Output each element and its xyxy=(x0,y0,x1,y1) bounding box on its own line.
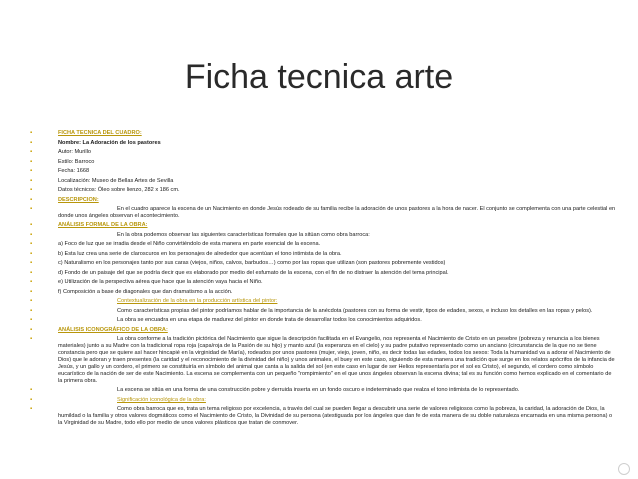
list-item xyxy=(30,222,616,229)
list-item xyxy=(30,149,616,156)
bullet-icon: ▪ xyxy=(30,231,33,238)
list-item xyxy=(30,397,616,404)
list-item xyxy=(30,232,616,239)
formal-point-f: f) Composición a base de diagonales que dan dramatismo a la acción. xyxy=(58,288,233,295)
list-item xyxy=(30,130,616,137)
work-author: Autor: Murillo xyxy=(58,149,91,155)
bullet-icon: ▪ xyxy=(30,307,33,314)
section-heading: FICHA TECNICA DEL CUADRO: xyxy=(58,130,142,136)
iconological-text: Como obra barroca que es, trata un tema religioso por excelencia, a través del cual se pueden llegar a descubrir una serie de valores religiosos como la pobreza, la caridad, la adoración de Dios, la humildad o la familia y otros valores dogmáticos como el Nacimiento de Cristo, la Divinidad de su persona (atestiguada por los ángeles que dan fe de esta manera de su doble naturaleza encarnada en una misma persona) o la Virginidad de su Madre, todo ello por medio de unos valores plásticos que tratan de conmover. xyxy=(58,406,613,427)
bullet-icon: ▪ xyxy=(30,149,33,155)
iconographic-text: La obra conforme a la tradición pictórica del Nacimiento que sigue la descripción facilitada en el Evangelio, nos representa el Nacimiento de Cristo en un pesebre (pobreza y renuncia a los bienes materiales) junto a su Madre con la tradicional ropa roja (capa/roja de la Pasión de su hijo) y manto azul (la esperanza en el cielo) y su padre putativo representado como un anciano (circunstancia de la que no se tiene constancia pero que se quiere así hacer hincapié en la virginidad de María), rodeados por unos pastores (mujer, viejo, joven, niño, es decir todas las edades, todos los sexos: Toda la humanidad va a adorar el Nacimiento de Dios) que le adoran y traen presentes (la caridad y el reconocimiento de la divinidad del niño) y unos animales, el buey en este caso, siguiendo de esta manera una tradición que surge en los relatos apócrifos de la infancia de Jesús, y un gallo y un cordero, el primero se constituiría en símbolo del animal que canta a la salida del sol (en este caso en lugar de ser Helios representaría por el sol es Cristo), el segundo, el cordero como símbolo eucarístico de la nación de ser de este Nacimiento. La escena se complementa con un pequeño "rompimiento" en el que unos ángeles observan la escena divina; tal es su función como hemos explicado en el comentario de la primera obra. xyxy=(58,336,615,384)
setting-text: La escena se sitúa en una forma de una construcción pobre y derruida inserta en un fondo oscuro e indeterminado que realza el tono intimista de lo representado. xyxy=(117,387,520,394)
list-item xyxy=(30,387,616,394)
slide-indicator-icon xyxy=(618,463,630,475)
context-text: Como características propias del pintor podríamos hablar de la importancia de la anécdota (pastores con su forma de vestir, tipos de edades, sexos, e incluso los detalles en las ropas y pelos). xyxy=(117,307,593,314)
bullet-icon: ▪ xyxy=(30,177,33,184)
formal-point-a: a) Foco de luz que se irradia desde el Niño convirtiéndolo de esta manera en parte esencial de la escena. xyxy=(58,241,321,248)
list-item xyxy=(30,260,616,267)
list-item xyxy=(30,406,616,427)
bullet-icon: ▪ xyxy=(30,206,33,212)
list-item xyxy=(30,178,616,185)
bullet-icon: ▪ xyxy=(30,396,33,403)
bullet-icon: ▪ xyxy=(30,139,33,146)
bullet-icon: ▪ xyxy=(30,279,33,286)
list-item xyxy=(30,159,616,166)
bullet-icon: ▪ xyxy=(30,298,33,305)
subsection-heading: Contextualización de la obra en la producción artística del pintor: xyxy=(117,298,278,305)
formal-point-c: c) Naturalismo en los personajes tanto por sus caras (viejos, niños, calvos, barbudos…) como por las ropas que utilizan (son pastores pobremente vestidos) xyxy=(58,260,446,267)
bullet-icon: ▪ xyxy=(30,317,33,324)
bullet-icon: ▪ xyxy=(30,269,33,276)
formal-point-d: d) Fondo de un paisaje del que se podría decir que es elaborado por medio del esfumato de la escena, con el fin de no distraer la atención del tema principal. xyxy=(58,269,449,276)
list-item xyxy=(30,327,616,334)
work-location: Localización: Museo de Bellas Artes de Sevilla xyxy=(58,177,174,184)
slide-content xyxy=(30,130,616,430)
bullet-icon: ▪ xyxy=(30,326,33,333)
bullet-icon: ▪ xyxy=(30,387,33,394)
work-date: Fecha: 1668 xyxy=(58,168,90,174)
formal-point-e: e) Utilización de la perspectiva aérea que hace que la atención vaya hacia el Niño. xyxy=(58,279,263,286)
list-item xyxy=(30,279,616,286)
formal-intro: En la obra podemos observar las siguientes características formales que la sitúan como obra barroca: xyxy=(117,231,370,238)
list-item xyxy=(30,317,616,324)
bullet-icon: ▪ xyxy=(30,288,33,295)
subsection-heading: Significación iconológica de la obra: xyxy=(117,396,206,403)
list-item xyxy=(30,251,616,258)
work-style: Estilo: Barroco xyxy=(58,158,95,165)
list-item xyxy=(30,298,616,305)
maturity-text: La obra se encuadra en una etapa de madurez del pintor en donde trata de desarrollar todos los conocimientos adquiridos. xyxy=(117,317,422,324)
list-item xyxy=(30,308,616,315)
bullet-icon: ▪ xyxy=(30,250,33,257)
section-heading: DESCRIPCION: xyxy=(58,196,99,203)
list-item xyxy=(30,168,616,175)
bullet-icon: ▪ xyxy=(30,130,33,136)
section-heading: ANÁLISIS ICONOGRÁFICO DE LA OBRA: xyxy=(58,326,168,333)
bullet-icon: ▪ xyxy=(30,187,33,193)
list-item xyxy=(30,241,616,248)
bullet-icon: ▪ xyxy=(30,406,33,413)
bullet-icon: ▪ xyxy=(30,196,33,203)
bullet-icon: ▪ xyxy=(30,158,33,165)
bullet-icon: ▪ xyxy=(30,241,33,248)
work-technical-data: Datos técnicos: Óleo sobre lienzo, 282 x 186 cm. xyxy=(58,187,180,193)
list-item xyxy=(30,270,616,277)
bullet-icon: ▪ xyxy=(30,222,33,229)
list-item xyxy=(30,197,616,204)
list-item xyxy=(30,187,616,194)
list-item xyxy=(30,336,616,384)
list-item xyxy=(30,140,616,147)
slide-title: Ficha tecnica arte xyxy=(184,58,454,96)
list-item xyxy=(30,289,616,296)
bullet-icon: ▪ xyxy=(30,260,33,267)
bullet-icon: ▪ xyxy=(30,336,33,343)
formal-point-b: b) Esta luz crea una serie de claroscuros en los personajes de alrededor que acentúan el tono intimista de la obra. xyxy=(58,250,342,257)
work-name: Nombre: La Adoración de los pastores xyxy=(58,139,161,146)
description-text: En el cuadro aparece la escena de un Nacimiento en donde Jesús rodeado de su familia recibe la adoración de unos pastores a la hora de nacer. El conjunto se complementa con una parte celestial en donde unos ángeles observan el acontecimiento. xyxy=(58,206,616,219)
section-heading: ANÁLISIS FORMAL DE LA OBRA: xyxy=(58,222,148,229)
bullet-icon: ▪ xyxy=(30,168,33,174)
list-item xyxy=(30,206,616,220)
